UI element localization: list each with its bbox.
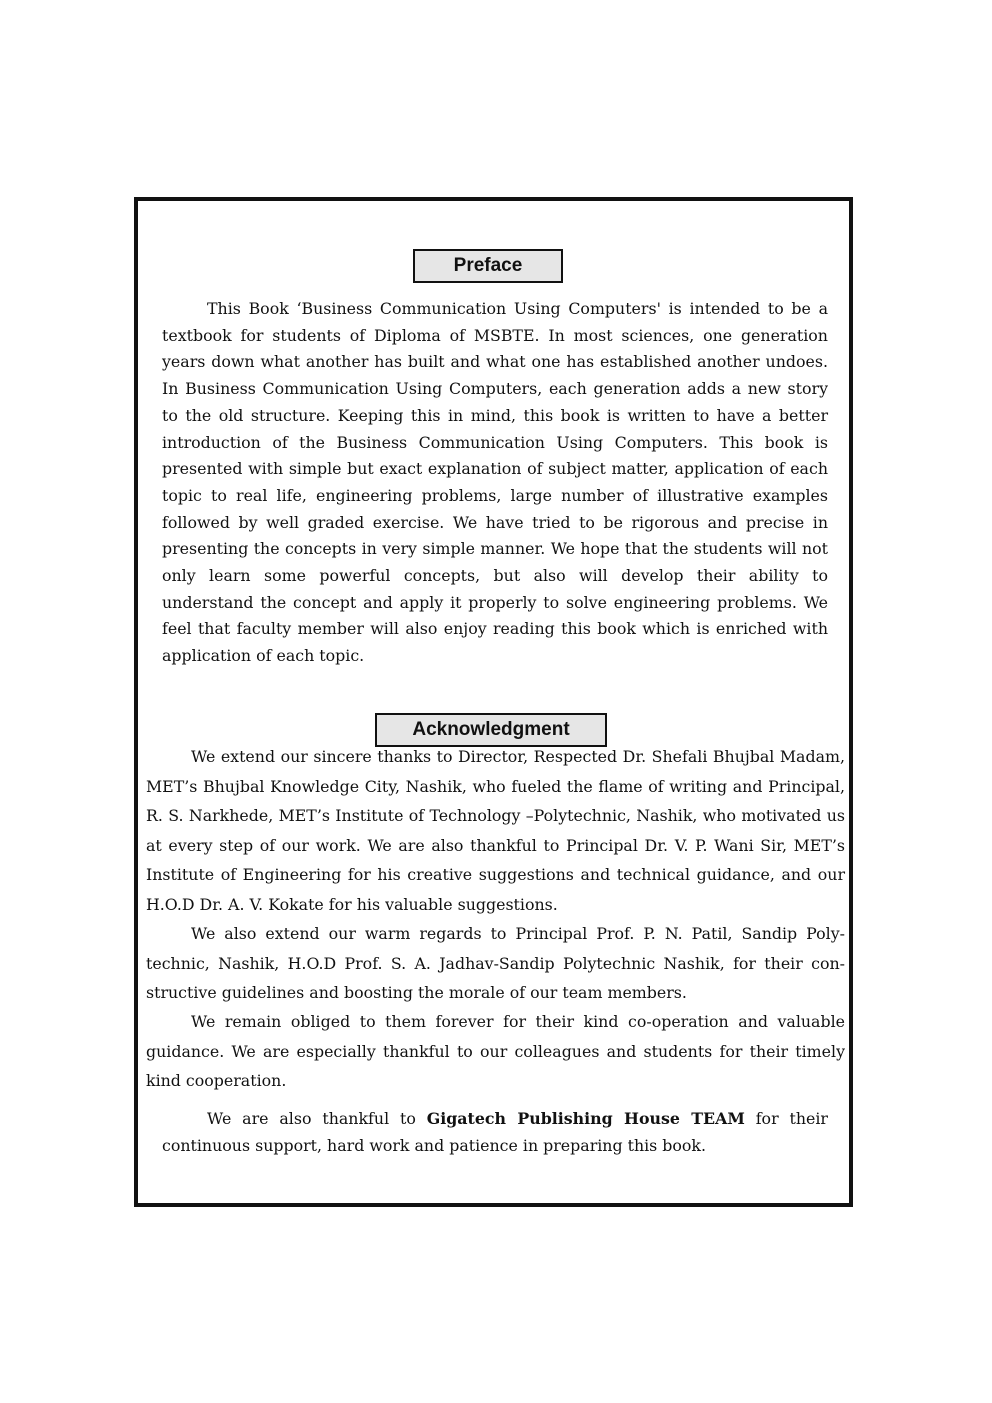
thanks-text-after: for their continuous support, hard work and patience in preparing this book. [162, 1109, 828, 1155]
acknowledgment-heading: Acknowledgment [375, 713, 607, 747]
acknowledgment-paragraph-3: We remain obliged to them forever for their kind co-operation and valuable guidance. We are especially thankful to our colleagues and students for their timely kind cooperation. [146, 1012, 845, 1090]
preface-paragraph: This Book ‘Business Communication Using Computers' is intended to be a textbook for students of Diploma of MSBTE. In most sciences, one generation years down what another has built and what one has established another undoes. In Business Communication Using Computers, each generation adds a new story to the old structure. Keeping this in mind, this book is written to have a better introduction of the Business Communication Using Computers. This book is presented with simple but exact explanation of subject matter, application of each topic to real life, engineering problems, large number of illustrative examples followed by well graded exercise. We have tried to be rigorous and precise in presenting the concepts in very simple manner. We hope that the students will not only learn some powerful concepts, but also will develop their ability to understand the concept and apply it properly to solve engineering problems. We feel that faculty member will also enjoy reading this book which is enriched with application of each topic. [162, 299, 828, 666]
publisher-thanks-paragraph [162, 1106, 828, 1159]
acknowledgment-paragraph-1: We extend our sincere thanks to Director, Respected Dr. Shefali Bhujbal Madam, MET’s Bhujbal Knowledge City, Nashik, who fueled the flame of writing and Principal, R. S. Narkhede, MET’s Institute of Technology –Polytechnic, Nashik, who motivated us at every step of our work. We are also thankful to Principal Dr. V. P. Wani Sir, MET’s Institute of Engineering for his creative suggestions and technical guidance, and our H.O.D Dr. A. V. Kokate for his valuable suggestions. [146, 747, 845, 914]
publisher-team-name: Gigatech Publishing House TEAM [426, 1109, 745, 1128]
preface-heading: Preface [413, 249, 563, 283]
thanks-text-before: We are also thankful to [207, 1109, 427, 1128]
acknowledgment-paragraph-2: We also extend our warm regards to Principal Prof. P. N. Patil, Sandip Poly-technic, Nashik, H.O.D Prof. S. A. Jadhav-Sandip Polytechnic Nashik, for their con-structive guidelines and boosting the morale of our team members. [146, 924, 845, 1002]
